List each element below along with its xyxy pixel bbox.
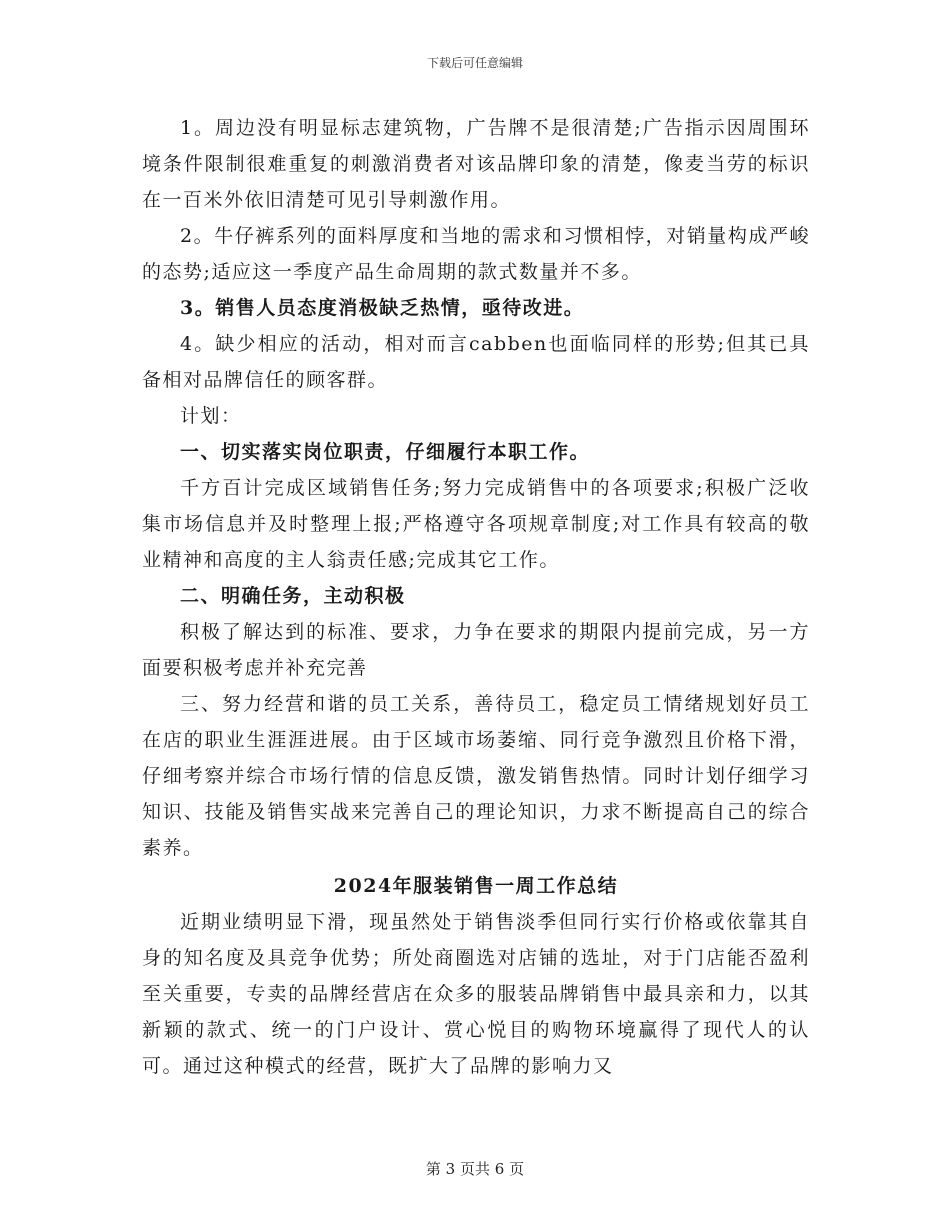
- plan-label: 计划：: [180, 405, 242, 427]
- paragraph-2: 2。牛仔裤系列的面料厚度和当地的需求和习惯相悖，对销量构成严峻的态势;适应这一季度产品生命周期的款式数量并不多。: [142, 225, 810, 283]
- document-title: 2024年服装销售一周工作总结: [333, 875, 619, 897]
- section-heading-1: 一、切实落实岗位职责，仔细履行本职工作。: [180, 441, 591, 463]
- paragraph-section-1: 千方百计完成区域销售任务;努力完成销售中的各项要求;积极广泛收集市场信息并及时整理上报;严格遵守各项规章制度;对工作具有较高的敬业精神和高度的主人翁责任感;完成其它工作。: [142, 477, 810, 571]
- paragraph-summary: 近期业绩明显下滑，现虽然处于销售淡季但同行实行价格或依靠其自身的知名度及具竞争优势；所处商圈选对店铺的选址，对于门店能否盈利至关重要，专卖的品牌经营店在众多的服装品牌销售中最具亲和力，以其新颖的款式、统一的门户设计、赏心悦目的购物环境赢得了现代人的认可。通过这种模式的经营，既扩大了品牌的影响力又: [142, 911, 810, 1077]
- paragraph-1: 1。周边没有明显标志建筑物，广告牌不是很清楚;广告指示因周围环境条件限制很难重复的刺激消费者对该品牌印象的清楚，像麦当劳的标识在一百米外依旧清楚可见引导刺激作用。: [142, 117, 810, 211]
- paragraph-3: 3。销售人员态度消极缺乏热情，亟待改进。: [180, 297, 585, 319]
- paragraph-section-2: 积极了解达到的标准、要求，力争在要求的期限内提前完成，另一方面要积极考虑并补充完善: [142, 621, 810, 679]
- document-body: [142, 110, 810, 1084]
- page-footer: 第 3 页共 6 页: [425, 1160, 525, 1178]
- paragraph-4: 4。缺少相应的活动，相对而言cabben也面临同样的形势;但其已具备相对品牌信任的顾客群。: [142, 333, 810, 391]
- paragraph-section-3: 三、努力经营和谐的员工关系，善待员工，稳定员工情绪规划好员工在店的职业生涯涯进展。由于区域市场萎缩、同行竞争激烈且价格下滑，仔细考察并综合市场行情的信息反馈，激发销售热情。同时计划仔细学习知识、技能及销售实战来完善自己的理论知识，力求不断提高自己的综合素养。: [142, 693, 810, 859]
- page-header: 下载后可任意编辑: [426, 56, 523, 70]
- section-heading-2: 二、明确任务，主动积极: [180, 585, 406, 607]
